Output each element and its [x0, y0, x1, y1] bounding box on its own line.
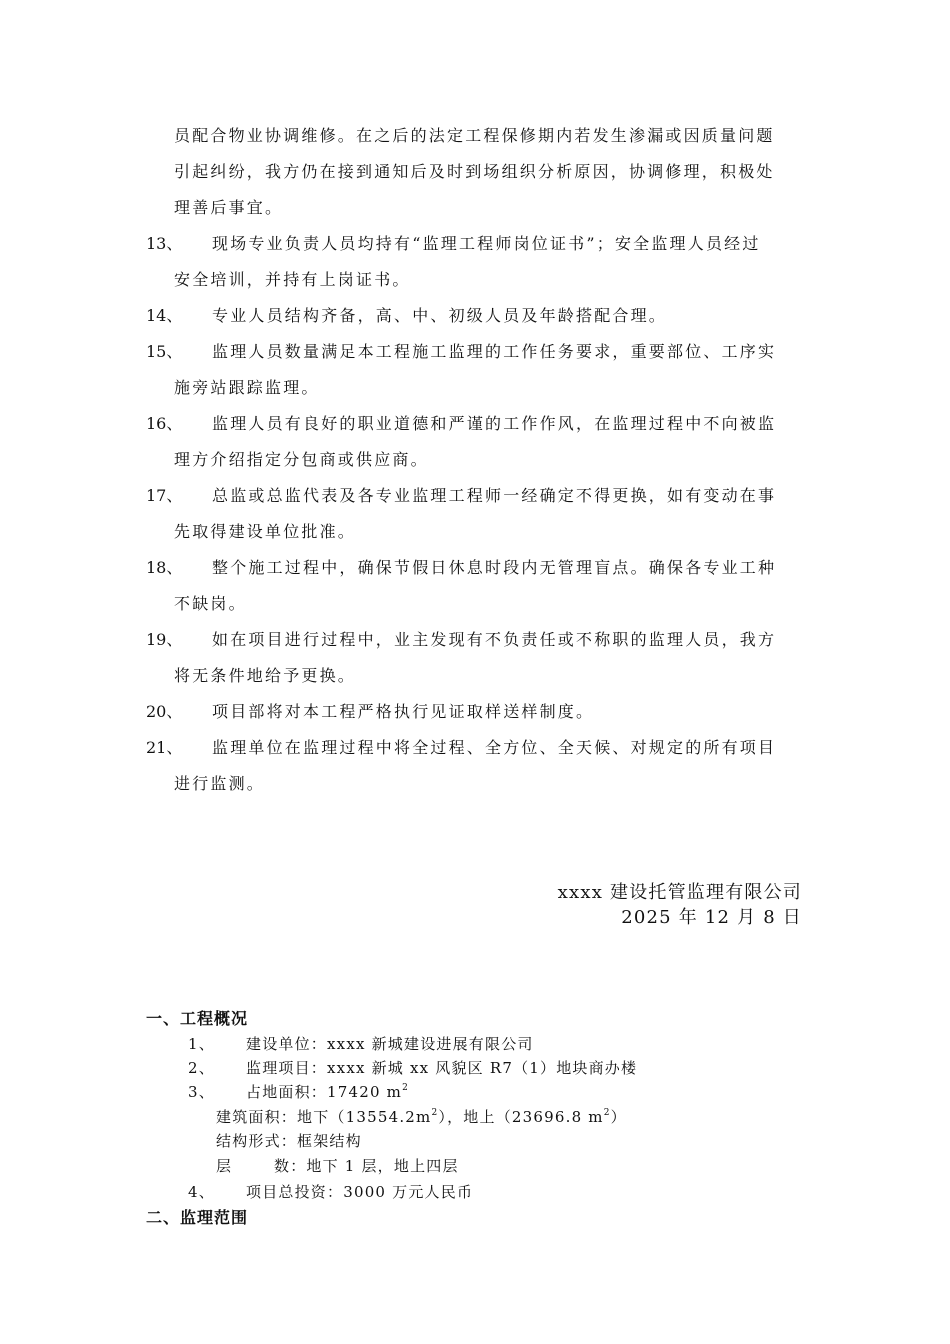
- list-item-text: 如在项目进行过程中，业主发现有不负责任或不称职的监理人员，我方: [212, 630, 777, 649]
- list-item-number: 19、: [146, 630, 183, 649]
- overview-item-number: 2、: [188, 1059, 215, 1077]
- overview-floors-label: 层: [216, 1157, 233, 1175]
- site-area-text: 占地面积：17420 m: [246, 1083, 403, 1101]
- list-item-text: 将无条件地给予更换。: [174, 666, 357, 685]
- list-item-text: 项目部将对本工程严格执行见证取样送样制度。: [212, 702, 595, 721]
- overview-item-number: 1、: [188, 1035, 215, 1053]
- building-area-text: 建筑面积：地下（13554.2m: [216, 1108, 432, 1126]
- list-item-text: 总监或总监代表及各专业监理工程师一经确定不得更换，如有变动在事: [212, 486, 777, 505]
- overview-item-number: 3、: [188, 1083, 215, 1101]
- overview-floors: 数：地下 1 层，地上四层: [274, 1157, 459, 1175]
- list-item-number: 21、: [146, 738, 183, 757]
- list-item-number: 17、: [146, 486, 183, 505]
- list-item-text: 现场专业负责人员均持有“监理工程师岗位证书”；安全监理人员经过: [212, 234, 761, 253]
- list-item-number: 15、: [146, 342, 183, 361]
- overview-project: 监理项目：xxxx 新城 xx 风貌区 R7（1）地块商办楼: [246, 1059, 638, 1077]
- overview-building-area: [216, 1107, 627, 1127]
- list-item-text: 监理人员有良好的职业道德和严谨的工作作风，在监理过程中不向被监: [212, 414, 777, 433]
- building-area-text: ），地上（23696.8 m: [438, 1108, 604, 1126]
- list-item-number: 18、: [146, 558, 183, 577]
- list-item-text: 施旁站跟踪监理。: [174, 378, 320, 397]
- section-heading-scope: 二、监理范围: [146, 1208, 249, 1227]
- superscript: 2: [431, 1108, 439, 1118]
- overview-owner: 建设单位：xxxx 新城建设进展有限公司: [246, 1035, 534, 1053]
- list-item-number: 13、: [146, 234, 183, 253]
- list-item-text: 员配合物业协调维修。在之后的法定工程保修期内若发生渗漏或因质量问题: [174, 126, 775, 145]
- list-item-text: 专业人员结构齐备，高、中、初级人员及年龄搭配合理。: [212, 306, 668, 325]
- list-item-text: 不缺岗。: [174, 594, 247, 613]
- list-item-number: 16、: [146, 414, 183, 433]
- superscript: 2: [402, 1083, 410, 1093]
- list-item-text: 整个施工过程中，确保节假日休息时段内无管理盲点。确保各专业工种: [212, 558, 777, 577]
- list-item-text: 引起纠纷，我方仍在接到通知后及时到场组织分析原因，协调修理，积极处: [174, 162, 775, 181]
- overview-site-area: [246, 1082, 409, 1102]
- list-item-text: 先取得建设单位批准。: [174, 522, 357, 541]
- list-item-text: 理方介绍指定分包商或供应商。: [174, 450, 429, 469]
- superscript: 2: [603, 1108, 611, 1118]
- list-item-text: 进行监测。: [174, 774, 266, 793]
- company-name: xxxx 建设托管监理有限公司: [557, 882, 802, 903]
- section-heading-overview: 一、工程概况: [146, 1009, 249, 1028]
- list-item-text: 安全培训，并持有上岗证书。: [174, 270, 411, 289]
- signature-date: 2025 年 12 月 8 日: [621, 907, 802, 928]
- list-item-number: 20、: [146, 702, 183, 721]
- building-area-text: ）: [610, 1108, 627, 1126]
- overview-item-number: 4、: [188, 1183, 215, 1201]
- list-item-number: 14、: [146, 306, 183, 325]
- overview-structure: 结构形式：框架结构: [216, 1132, 362, 1150]
- list-item-text: 监理单位在监理过程中将全过程、全方位、全天候、对规定的所有项目: [212, 738, 777, 757]
- list-item-text: 监理人员数量满足本工程施工监理的工作任务要求，重要部位、工序实: [212, 342, 777, 361]
- list-item-text: 理善后事宜。: [174, 198, 284, 217]
- overview-investment: 项目总投资：3000 万元人民币: [246, 1183, 474, 1201]
